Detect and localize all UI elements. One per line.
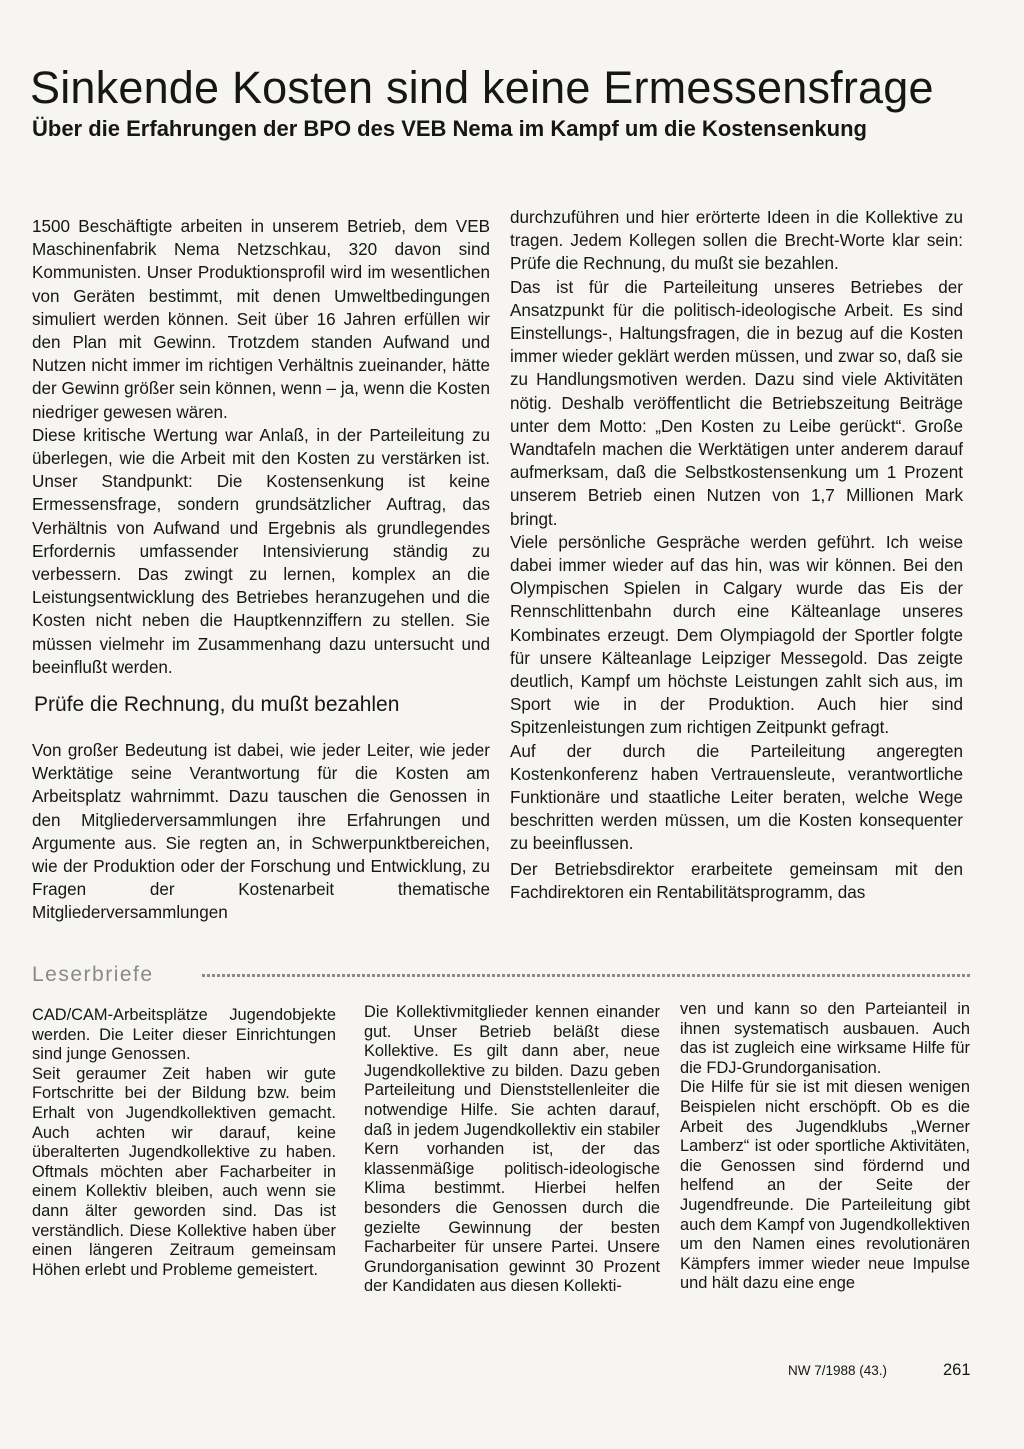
article-paragraph: Von großer Bedeutung ist dabei, wie jeder Leiter, wie jeder Werktätige seine Verantwortung für die Kosten am Arbeitsplatz wahrnimmt. Dazu tauschen die Genossen in den Mitgliederversammlungen ihre Erfahrungen und Argumente aus. Sie regten an, in Schwerpunktbereichen, wie der Produktion oder der Forschung und Entwicklung, zu Fragen der Kostenarbeit thematische Mitgliederversammlungen: [32, 741, 490, 923]
letter-paragraph: CAD/CAM-Arbeitsplätze Jugendobjekte werden. Die Leiter dieser Einrichtungen sind junge Genossen.: [32, 1006, 336, 1064]
article-paragraph: Der Betriebsdirektor erarbeitete gemeinsam mit den Fachdirektoren ein Rentabilitätsprogramm, das: [510, 859, 963, 902]
letters-column-1: [32, 1006, 336, 1280]
letter-paragraph: ven und kann so den Parteianteil in ihnen systematisch ausbauen. Auch das ist zugleich eine wirksame Hilfe für die FDJ-Grundorganisation.: [680, 1000, 970, 1077]
letter-paragraph: Seit geraumer Zeit haben wir gute Fortschritte bei der Bildung bzw. beim Erhalt von Jugendkollektiven gemacht. Auch achten wir darauf, keine überalterten Jugendkollektive zu haben. Oftmals möchten aber Facharbeiter in einem Kollektiv bleiben, auch wenn sie dann älter geworden sind. Das ist verständlich. Diese Kollektive haben über einen längeren Zeitraum gemeinsam Höhen erlebt und Probleme gemeistert.: [32, 1064, 336, 1279]
rubric-label: Leserbriefe: [32, 963, 154, 986]
letter-paragraph: Die Kollektivmitglieder kennen einander gut. Unser Betrieb beläßt diese Kollektive. Es gilt dann aber, neue Jugendkollektive zu bilden. Dazu geben Parteileitung und Dienststellenleiter die notwendige Hilfe. Sie achten darauf, daß in jedem Jugendkollektiv ein stabiler Kern vorhanden ist, der das klassenmäßige politisch-ideologische Klima bestimmt. Hierbei helfen besonders die Genossen durch die gezielte Gewinnung der besten Facharbeiter für unsere Partei. Unsere Grundorganisation gewinnt 30 Prozent der Kandidaten aus diesen Kollekti-: [364, 1003, 660, 1296]
article-paragraph: 1500 Beschäftigte arbeiten in unserem Betrieb, dem VEB Maschinenfabrik Nema Netzschkau, 320 davon sind Kommunisten. Unser Produktionsprofil wird im wesentlichen von Geräten bestimmt, mit denen Umweltbedingungen simuliert werden können. Seit über 16 Jahren erfüllen wir den Plan mit Gewinn. Trotzdem standen Aufwand und Nutzen nicht immer im richtigen Verhältnis zueinander, hätte der Gewinn größer sein können, wenn – ja, wenn die Kosten niedriger gewesen wären.: [32, 217, 491, 422]
article-paragraph: Das ist für die Parteileitung unseres Betriebes der Ansatzpunkt für die politisch-ideologische Arbeit. Es sind Einstellungs-, Haltungsfragen, die in bezug auf die Kosten immer wieder geklärt werden müssen, und zwar so, daß sie zu Handlungsmotiven werden. Dazu sind viele Aktivitäten nötig. Deshalb veröffentlicht die Betriebszeitung Beiträge unter dem Motto: „Den Kosten zu Leibe gerückt“. Große Wandtafeln machen die Werktätigen unter anderem darauf aufmerksam, daß die Selbstkostensenkung um 1 Prozent unserem Betrieb einen Nutzen von 1,7 Millionen Mark bringt.: [510, 277, 963, 529]
letters-column-3: [680, 1000, 970, 1294]
article-paragraph: Auf der durch die Parteileitung angeregten Kostenkonferenz haben Vertrauensleute, verantwortliche Funktionäre und staatliche Leiter beraten, welche Wege beschritten werden müssen, um die Kosten konsequenter zu beeinflussen.: [510, 741, 963, 854]
article-paragraph: Diese kritische Wertung war Anlaß, in der Parteileitung zu überlegen, wie die Arbeit mit den Kosten zu verstärken ist. Unser Standpunkt: Die Kostensenkung ist keine Ermessensfrage, sondern grundsätzlicher Auftrag, das Verhältnis von Aufwand und Ergebnis als grundlegendes Erfordernis umfassender Intensivierung ständig zu verbessern. Das zwingt zu lernen, komplex an die Leistungsentwicklung des Betriebes heranzugehen und die Kosten nicht neben die Hauptkennziffern zu stellen. Sie müssen vielmehr im Zusammenhang dazu untersucht und beeinflußt werden.: [32, 425, 490, 677]
letters-column-2: [364, 1003, 660, 1297]
issue-reference: NW 7/1988 (43.): [788, 1363, 888, 1378]
rubric-divider: [202, 974, 972, 977]
subheadline: Über die Erfahrungen der BPO des VEB Nema im Kampf um die Kostensenkung: [32, 116, 867, 141]
article-paragraph: durchzuführen und hier erörterte Ideen in die Kollektive zu tragen. Jedem Kollegen sollen die Brecht-Worte klar sein: Prüfe die Rechnung, du mußt sie bezahlen.: [510, 208, 963, 274]
article-paragraph: Viele persönliche Gespräche werden geführt. Ich weise dabei immer wieder auf das hin, was wir können. Bei den Olympischen Spielen in Calgary wurde das Eis der Rennschlittenbahn durch eine Kälteanlage unseres Kombinates erzeugt. Dem Olympiagold der Sportler folgte für unsere Kälteanlage Leipziger Messegold. Das zeigte deutlich, Kampf um höchste Leistungen zahlt sich aus, im Sport wie in der Produktion. Auch hier sind Spitzenleistungen zum richtigen Zeitpunkt gefragt.: [510, 532, 963, 738]
letters-rubric: [32, 962, 972, 988]
headline: Sinkende Kosten sind keine Ermessensfrage: [30, 62, 934, 113]
letter-paragraph: Die Hilfe für sie ist mit diesen wenigen Beispielen nicht erschöpft. Ob es die Arbeit des Jugendklubs „Werner Lamberz“ ist oder sportliche Aktivitäten, die Genossen sind fördernd und helfend an der Seite der Jugendfreunde. Die Parteileitung gibt auch dem Kampf von Jugendkollektiven um den Namen eines revolutionären Kämpfers immer wieder neue Impulse und hält dazu eine enge: [680, 1078, 970, 1293]
page-number: 261: [943, 1361, 971, 1379]
main-article-column-left: [32, 215, 490, 925]
section-heading: Prüfe die Rechnung, du mußt bezahlen: [34, 693, 400, 717]
main-article-column-right: [510, 206, 963, 904]
